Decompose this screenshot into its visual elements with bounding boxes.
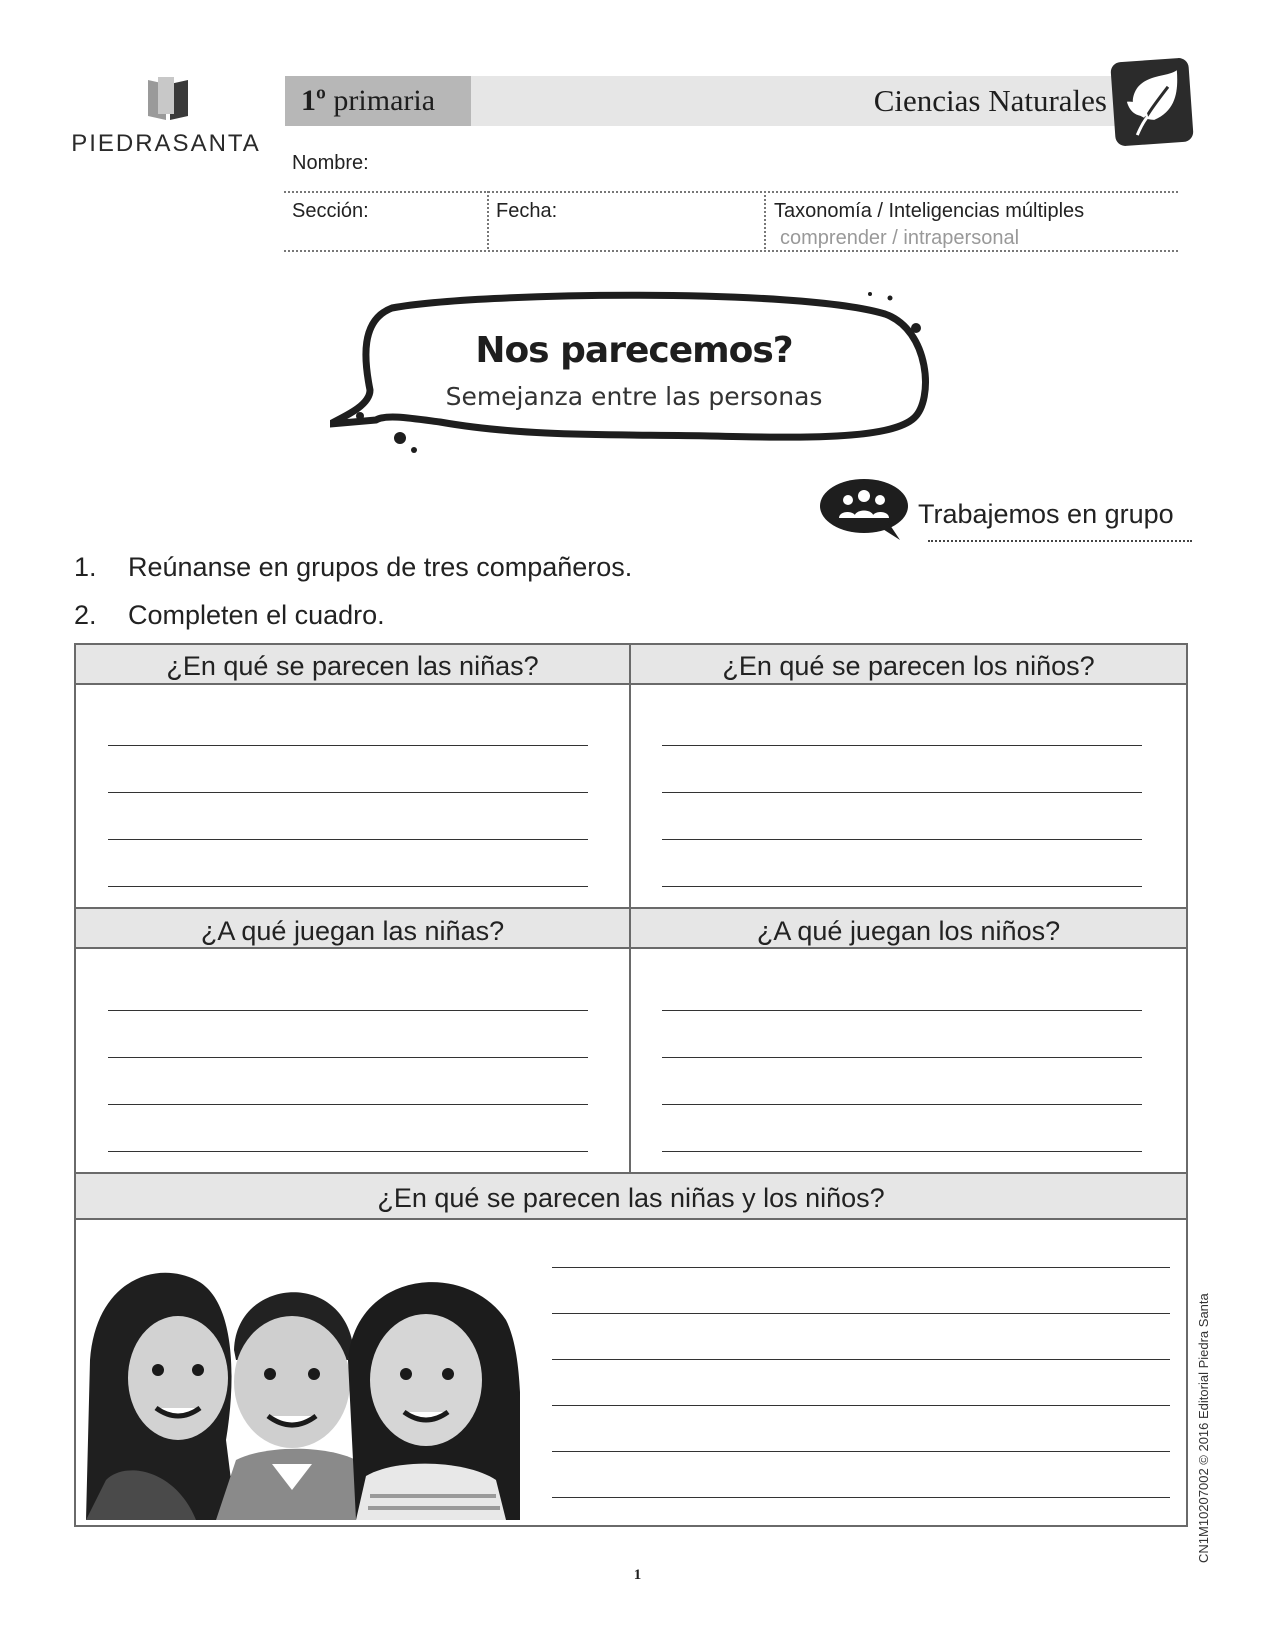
writing-line[interactable] xyxy=(662,1104,1142,1105)
page-number: 1 xyxy=(633,1567,642,1583)
worksheet-title: Nos parecemos? xyxy=(475,330,793,371)
writing-line[interactable] xyxy=(108,1010,588,1011)
worksheet-subtitle: Semejanza entre las personas xyxy=(445,382,823,411)
writing-line[interactable] xyxy=(662,745,1142,746)
instruction-number: 1. xyxy=(74,552,97,582)
grade-number: 1º xyxy=(301,84,326,117)
writing-line[interactable] xyxy=(552,1313,1170,1314)
writing-line[interactable] xyxy=(108,745,588,746)
taxonomy-value: comprender / intrapersonal xyxy=(780,227,1020,249)
table-header-all-similar: ¿En qué se parecen las niñas y los niños? xyxy=(76,1172,1186,1220)
writing-line[interactable] xyxy=(662,1057,1142,1058)
subject-title: Ciencias Naturales xyxy=(471,76,1123,126)
copyright-notice: CN1M10207002 © 2016 Editorial Piedra Santa xyxy=(1196,1293,1211,1563)
writing-line[interactable] xyxy=(108,1104,588,1105)
writing-line[interactable] xyxy=(108,1057,588,1058)
writing-line[interactable] xyxy=(662,886,1142,887)
table-header-boys-similar: ¿En qué se parecen los niños? xyxy=(631,645,1186,685)
divider xyxy=(764,191,766,249)
title-bubble xyxy=(330,290,938,460)
writing-line[interactable] xyxy=(108,839,588,840)
date-field-label: Fecha: xyxy=(496,200,558,222)
instruction-number: 2. xyxy=(74,600,97,630)
group-work-icon xyxy=(818,478,914,542)
grade-text: primaria xyxy=(333,84,436,117)
instruction-text: Completen el cuadro. xyxy=(128,600,385,630)
table-header-boys-play: ¿A qué juegan los niños? xyxy=(631,907,1186,949)
instruction-item xyxy=(74,552,632,583)
divider xyxy=(487,191,489,249)
writing-line[interactable] xyxy=(552,1451,1170,1452)
divider xyxy=(284,250,1178,252)
taxonomy-label: Taxonomía / Inteligencias múltiples xyxy=(774,200,1085,222)
group-work-label: Trabajemos en grupo xyxy=(918,499,1174,529)
writing-line[interactable] xyxy=(662,839,1142,840)
writing-line[interactable] xyxy=(662,792,1142,793)
instruction-item xyxy=(74,600,385,631)
divider xyxy=(928,540,1192,542)
writing-line[interactable] xyxy=(552,1267,1170,1268)
section-field-label: Sección: xyxy=(292,200,369,222)
publisher-logo xyxy=(68,74,264,164)
logo-text: PIEDRASANTA xyxy=(71,130,261,157)
writing-line[interactable] xyxy=(108,792,588,793)
table-header-girls-similar: ¿En qué se parecen las niñas? xyxy=(76,645,631,685)
writing-line[interactable] xyxy=(108,1151,588,1152)
leaf-icon xyxy=(1110,57,1194,146)
instruction-text: Reúnanse en grupos de tres compañeros. xyxy=(128,552,633,582)
writing-line[interactable] xyxy=(662,1010,1142,1011)
writing-line[interactable] xyxy=(552,1497,1170,1498)
writing-line[interactable] xyxy=(108,886,588,887)
table-header-girls-play: ¿A qué juegan las niñas? xyxy=(76,907,631,949)
grade-label xyxy=(285,76,471,126)
children-photo xyxy=(86,1240,520,1520)
subject-badge xyxy=(1110,57,1194,146)
writing-line[interactable] xyxy=(552,1359,1170,1360)
name-field-label: Nombre: xyxy=(292,152,369,174)
book-icon xyxy=(144,74,192,122)
writing-line[interactable] xyxy=(552,1405,1170,1406)
writing-line[interactable] xyxy=(662,1151,1142,1152)
divider xyxy=(284,191,1178,193)
